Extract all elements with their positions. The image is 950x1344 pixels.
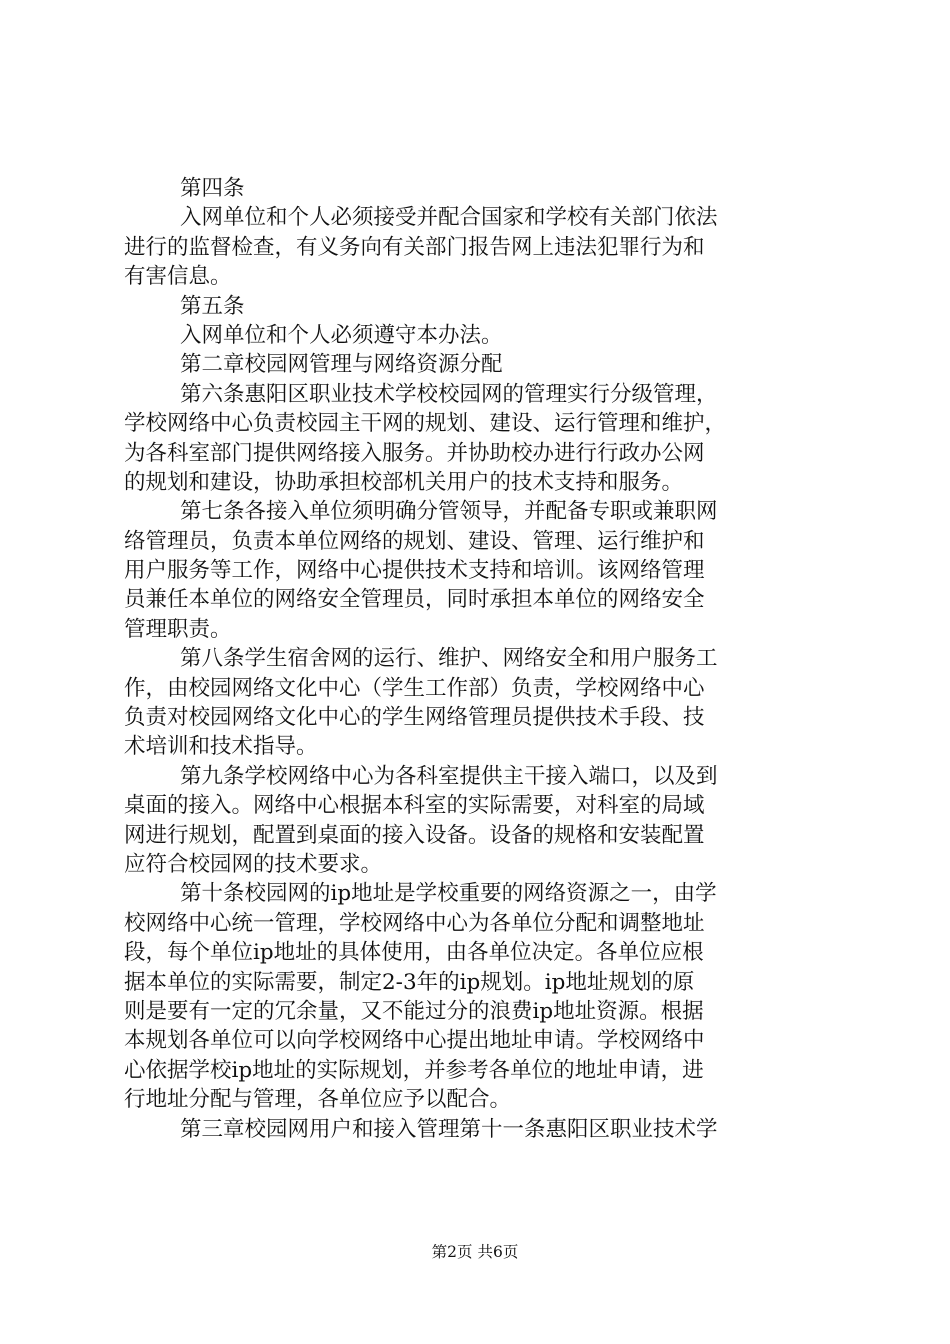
page-footer: 第2页 共6页 (431, 1243, 519, 1261)
text-line: 第二章校园网管理与网络资源分配 (180, 352, 503, 378)
text-line: 入网单位和个人必须遵守本办法。 (180, 322, 503, 348)
text-line: 第三章校园网用户和接入管理第十一条惠阳区职业技术学 (180, 1116, 718, 1142)
text-line: 为各科室部门提供网络接入服务。并协助校办进行行政办公网 (124, 440, 705, 466)
text-line: 应符合校园网的技术要求。 (124, 851, 383, 877)
text-line: 入网单位和个人必须接受并配合国家和学校有关部门依法 (180, 205, 718, 231)
text-line: 则是要有一定的冗余量，又不能过分的浪费ip地址资源。根据 (124, 998, 704, 1024)
text-line: 心依据学校ip地址的实际规划，并参考各单位的地址申请，进 (124, 1057, 704, 1083)
text-line: 桌面的接入。网络中心根据本科室的实际需要，对科室的局域 (124, 793, 705, 819)
text-line: 负责对校园网络文化中心的学生网络管理员提供技术手段、技 (124, 705, 705, 731)
text-line: 有害信息。 (124, 264, 232, 290)
text-line: 第六条惠阳区职业技术学校校园网的管理实行分级管理， (180, 381, 718, 407)
text-line: 据本单位的实际需要，制定2-3年的ip规划。ip地址规划的原 (124, 969, 695, 995)
text-line: 第七条各接入单位须明确分管领导，并配备专职或兼职网 (180, 499, 718, 525)
text-line: 第四条 (180, 176, 245, 201)
text-line: 学校网络中心负责校园主干网的规划、建设、运行管理和维护， (124, 411, 727, 437)
text-line: 术培训和技术指导。 (124, 734, 318, 760)
text-line: 管理职责。 (124, 616, 232, 642)
text-line: 络管理员，负责本单位网络的规划、建设、管理、运行维护和 (124, 528, 705, 554)
text-line: 用户服务等工作，网络中心提供技术支持和培训。该网络管理 (124, 558, 705, 584)
text-line: 的规划和建设，协助承担校部机关用户的技术支持和服务。 (124, 469, 684, 495)
text-line: 第八条学生宿舍网的运行、维护、网络安全和用户服务工 (180, 646, 718, 672)
text-line: 第十条校园网的ip地址是学校重要的网络资源之一，由学 (180, 881, 717, 907)
text-line: 网进行规划，配置到桌面的接入设备。设备的规格和安装配置 (124, 822, 705, 848)
text-line: 第九条学校网络中心为各科室提供主干接入端口，以及到 (180, 763, 718, 789)
text-line: 第五条 (180, 293, 245, 319)
text-line: 员兼任本单位的网络安全管理员，同时承担本单位的网络安全 (124, 587, 705, 613)
text-line: 本规划各单位可以向学校网络中心提出地址申请。学校网络中 (124, 1028, 705, 1054)
text-line: 行地址分配与管理，各单位应予以配合。 (124, 1087, 512, 1113)
text-line: 作，由校园网络文化中心（学生工作部）负责，学校网络中心 (124, 675, 705, 701)
document-body (124, 174, 842, 1144)
text-line: 进行的监督检查，有义务向有关部门报告网上违法犯罪行为和 (124, 234, 705, 260)
text-line: 段，每个单位ip地址的具体使用，由各单位决定。各单位应根 (124, 940, 704, 966)
text-line: 校网络中心统一管理，学校网络中心为各单位分配和调整地址 (124, 910, 705, 936)
